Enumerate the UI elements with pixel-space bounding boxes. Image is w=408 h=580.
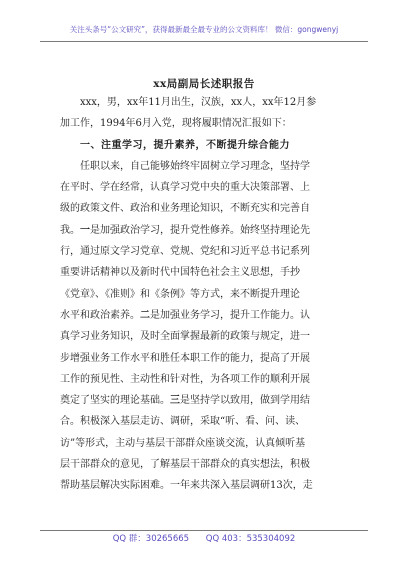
- paragraph-line: 行，通过原文学习党章、党规、党纪和习近平总书记系列: [60, 246, 310, 258]
- paragraph-line: 级的政策文件、政治和业务理论知识，不断充实和完善自: [60, 203, 310, 215]
- paragraph-text: 水平和政治素养。: [60, 309, 140, 321]
- paragraph-line: 访”等形式，主动与基层干部群众座谈交流，认真倾听基: [60, 437, 306, 449]
- paragraph-line: [60, 390, 352, 411]
- paragraph-line: 工作的预见性、主动性和针对性，为各项工作的顺利开展: [60, 373, 310, 385]
- paragraph-line: 帮助基层解决实际困难。一年来共深入基层调研13次，走: [60, 480, 313, 492]
- paragraph-text: 奠定了坚实的理论基础。: [60, 395, 170, 407]
- document-title: xx局副局长述职报告: [153, 78, 255, 90]
- header-notice: 关注头条号“公文研究”，获得最新最全最专业的公文资料库！ 微信：gongwenyj: [69, 25, 339, 34]
- ordinal-marker: 三: [170, 395, 180, 407]
- paragraph-line: 《党章》、《准则》和《条例》等方式，来不断提升理论: [60, 288, 300, 300]
- paragraph-line: [60, 220, 352, 241]
- footer-contacts: [0, 532, 408, 544]
- footer-divider: [40, 530, 368, 531]
- paragraph-line: 层干部群众的意见，了解基层干部群众的真实想法，积极: [60, 459, 310, 471]
- paragraph-line: 任职以来，自己能够始终牢固树立学习理念，坚持学: [80, 160, 310, 172]
- paragraph-text: 是加强业务学习，提升工作能力。认: [150, 309, 310, 321]
- paragraph-line: 真学习业务知识，及时全面掌握最新的政策与规定，进一: [60, 331, 310, 343]
- paragraph-line: 重要讲话精神以及新时代中国特色社会主义思想，手抄: [60, 267, 300, 279]
- ordinal-marker: 二: [140, 309, 150, 321]
- paragraph-text: 我。: [60, 224, 80, 236]
- paragraph-text: 是加强政治学习，提升党性修养。始终坚持理论先: [90, 224, 310, 236]
- paragraph-line: 步增强业务工作水平和胜任本职工作的能力，提高了开展: [60, 352, 310, 364]
- intro-line: 加工作，1994年6月入党，现将履职情况汇报如下：: [60, 118, 292, 130]
- paragraph-line: 在平时、学在经常，认真学习党中央的重大决策部署、上: [60, 182, 310, 194]
- intro-line: xxx，男，xx年11月出生，汉族，xx人，xx年12月参: [80, 97, 317, 108]
- header-divider: [40, 41, 368, 42]
- section-heading: 一、注重学习，提升素养，不断提升综合能力: [80, 139, 290, 151]
- footer-qq-group: QQ 群：30265665: [112, 534, 190, 544]
- footer-qq-number: QQ 403：535304092: [205, 534, 296, 544]
- paragraph-text: 是坚持学以致用，做到学用结: [180, 395, 310, 407]
- document-body: [60, 92, 352, 497]
- paragraph-line: [60, 305, 352, 326]
- ordinal-marker: 一: [80, 224, 90, 236]
- paragraph-line: 合。积极深入基层走访、调研，采取“听、看、问、读、: [60, 416, 306, 428]
